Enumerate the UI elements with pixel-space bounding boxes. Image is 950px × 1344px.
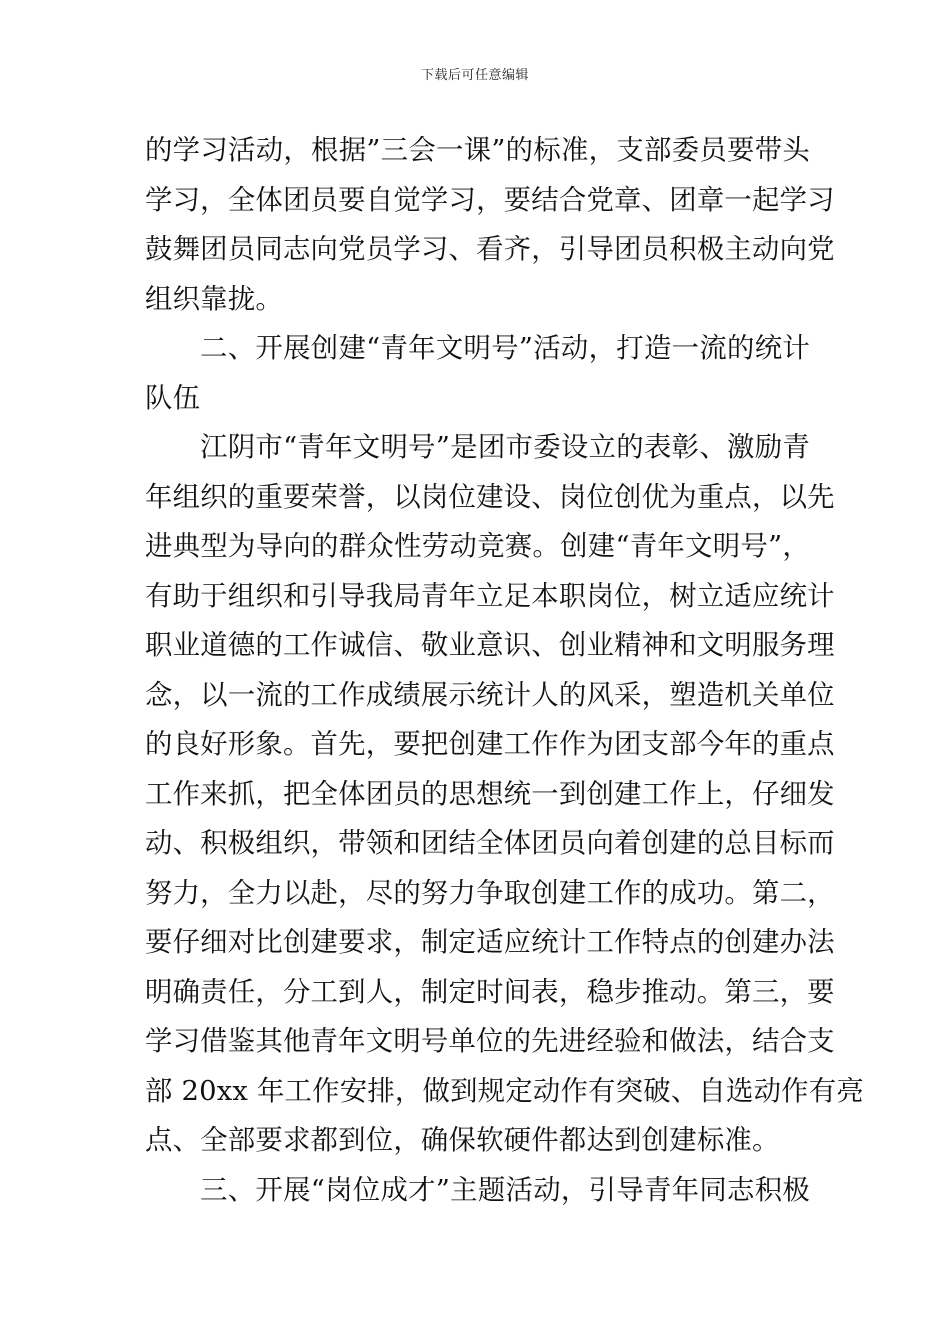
text-line: 念，以一流的工作成绩展示统计人的风采，塑造机关单位	[145, 679, 835, 711]
text-line: 要仔细对比创建要求，制定适应统计工作特点的创建办法	[145, 927, 835, 958]
text-line: 职业道德的工作诚信、敬业意识、创业精神和文明服务理	[145, 630, 835, 661]
page-header: 下载后可任意编辑	[420, 68, 529, 83]
section-heading: 三、开展“岗位成才”主题活动，引导青年同志积极	[200, 1174, 810, 1206]
text-line: 有助于组织和引导我局青年立足本职岗位，树立适应统计	[145, 580, 835, 612]
section-heading-continued: 队伍	[145, 382, 201, 414]
section-heading: 二、开展创建“青年文明号”活动，打造一流的统计	[200, 333, 810, 364]
text-line: 动、积极组织，带领和团结全体团员向着创建的总目标而	[145, 828, 835, 859]
text-line: 江阴市“青年文明号”是团市委设立的表彰、激励青	[200, 432, 810, 463]
document-body	[145, 126, 864, 1215]
text-line: 工作来抓，把全体团员的思想统一到创建工作上，仔细发	[145, 778, 835, 810]
text-line: 学习借鉴其他青年文明号单位的先进经验和做法，结合支	[145, 1026, 835, 1057]
text-line: 努力，全力以赴，尽的努力争取创建工作的成功。第二，	[145, 877, 835, 909]
text-line: 部 20xx 年工作安排，做到规定动作有突破、自选动作有亮	[145, 1075, 864, 1107]
text-line: 学习，全体团员要自觉学习，要结合党章、团章一起学习	[145, 184, 835, 216]
text-line: 组织靠拢。	[145, 283, 283, 315]
text-line: 进典型为导向的群众性劳动竞赛。创建“青年文明号”，	[145, 531, 810, 562]
text-line: 点、全部要求都到位，确保软硬件都达到创建标准。	[145, 1125, 780, 1156]
text-line: 年组织的重要荣誉，以岗位建设、岗位创优为重点，以先	[145, 481, 835, 513]
text-line: 的良好形象。首先，要把创建工作作为团支部今年的重点	[145, 729, 835, 760]
text-line: 鼓舞团员同志向党员学习、看齐，引导团员积极主动向党	[145, 234, 835, 265]
text-line: 明确责任，分工到人，制定时间表，稳步推动。第三，要	[145, 976, 835, 1008]
text-line: 的学习活动，根据”三会一课”的标准，支部委员要带头	[145, 135, 810, 166]
